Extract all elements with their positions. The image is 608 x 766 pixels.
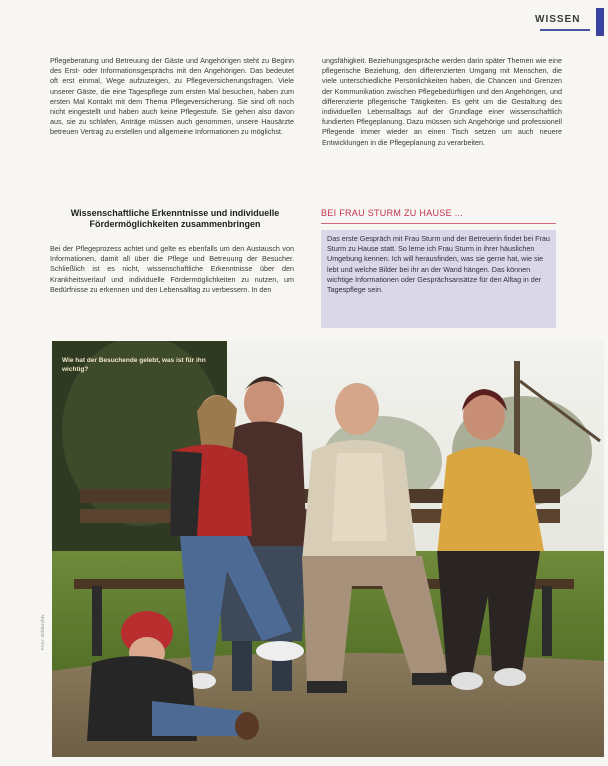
sidebar-box-text: Das erste Gespräch mit Frau Sturm und der Betreuerin findet bei Frau Sturm zu Hause statt. So lerne ich Frau Sturm in ihrer häuslichen Umgebung kennen. Ich will herausfinden, was sie gerne hat, wie sie lebt und welche Bilder bei ihr an der Wand hängen. Das können wichtige Informationen oder Gesprächsansätze für den Alltag in der Tagespflege sein. xyxy=(321,230,556,328)
section-underline xyxy=(540,29,590,31)
section-color-tab xyxy=(596,8,604,36)
sidebar-box-title: BEI FRAU STURM ZU HAUSE ... xyxy=(321,208,556,224)
body-column-right-top xyxy=(322,56,562,148)
bench-photo xyxy=(52,341,604,757)
paragraph: ungsfähigkeit. Beziehungsgespräche werden darin später Themen wie eine pflegerische Beziehung, den differenzierten Umgang mit Menschen, die viele unterschiedliche Persönlichkeiten haben, die Chancen und Grenzen der Kommunikation zwischen Pflegebedürftigen und den Angehörigen, und differenzierte pflegerische Tätigkeiten. Es geht um die Gestaltung des individuellen Lebensalltags auf der Grundlage einer wissenschaftlich fundierten Pflegeplanung. Dazu müssen sich Angehörige und professionell Pflegende immer wieder an einen Tisch setzen um auch neuere Entwicklungen in die Pflegeplanung zu verarbeiten. xyxy=(322,56,562,147)
section-subheading: Wissenschaftliche Erkenntnisse und individuelle Fördermöglichkeiten zusammenbringen xyxy=(70,208,280,229)
section-label: WISSEN xyxy=(535,14,581,25)
photo-illustration xyxy=(52,341,604,757)
body-column-left-bottom xyxy=(50,244,294,295)
paragraph: Pflegeberatung und Betreuung der Gäste und Angehörigen steht zu Beginn des Erst- oder Informationsgesprächs mit den Angehörigen. Das bedeutet oft erst einmal, Wege aufzuzeigen, zu Pflegeversicherungsfragen. Viele unserer Gäste, die eine Tagespflege zum ersten Mal besuchen, haben zum ersten Mal Kontakt mit dem Thema Pflegeversicherung. Sie sind oft noch nicht eingestellt und haben auch keine Pflegestufe. Sie gehen also davon aus, sie zu schlafen, Anträge müssen auch genommen, unsere Hausärzte betreuen Vertrag zu erstellen und allgemeine Informationen zu möglichst. xyxy=(50,56,294,137)
photo-credit: Foto: Bildarchiv xyxy=(40,614,45,650)
body-column-left-top xyxy=(50,56,294,138)
paragraph: Bei der Pflegeprozess achtet und gelte es ebenfalls um den Austausch von Informationen, damit all über die Pflege und Betreuung der Besucher. Schließlich ist es nicht, wissenschaftliche Erkenntnisse über den Krankheitsverlauf und individuelle Fördermöglichkeiten zu nutzen, um Bedürfnisse zu erkennen und den Lebensalltag zu verbessern. In den xyxy=(50,244,294,294)
photo-caption: Wie hat der Besuchende gelebt, was ist für ihn wichtig? xyxy=(62,357,206,373)
